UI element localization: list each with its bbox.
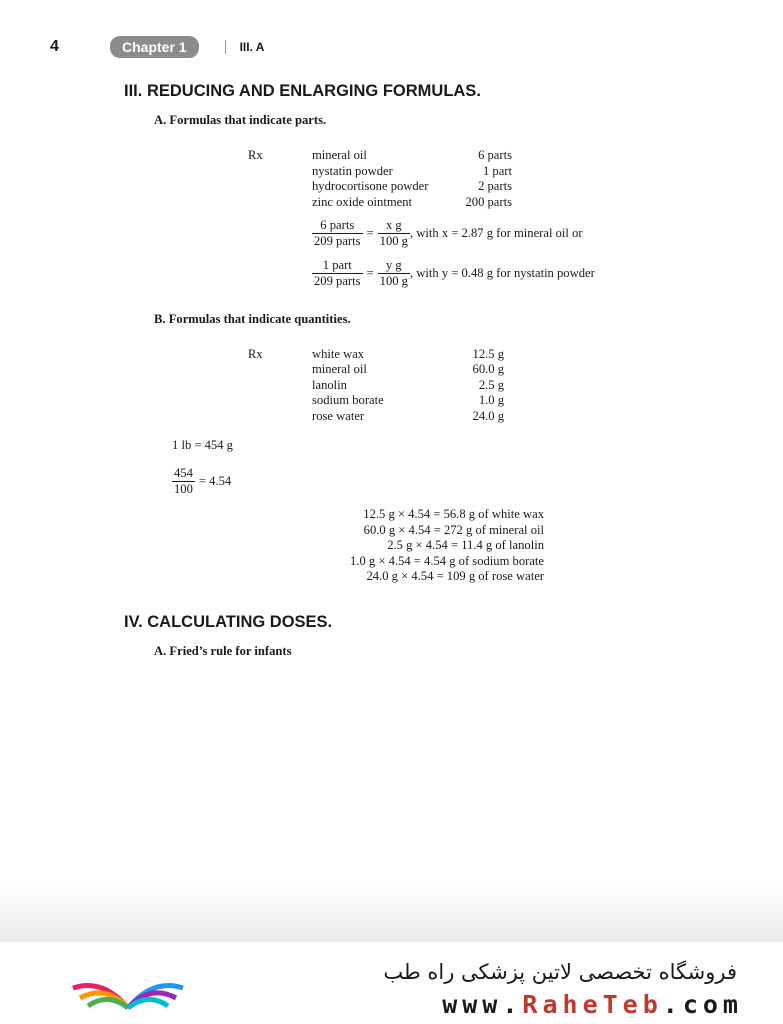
- multiplication-results: [314, 507, 544, 585]
- subsection-a2: A. Fried’s rule for infants: [154, 643, 292, 658]
- store-name: فروشگاه تخصصی لاتین پزشکی راه طب: [383, 960, 737, 984]
- result-line: 1.0 g × 4.54 = 4.54 g of sodium borate: [350, 553, 544, 568]
- factor-equation: $\frac{454}{100}$ = 4.54: [174, 465, 232, 496]
- result-line: 2.5 g × 4.54 = 11.4 g of lanolin: [387, 538, 544, 553]
- rx-row: sodium borate 1.0 g: [312, 393, 504, 408]
- subsection-a: A. Formulas that indicate parts.: [154, 113, 327, 127]
- page-number: 4: [50, 38, 59, 55]
- rx-row: Rx mineral oil 6 parts: [248, 148, 512, 163]
- rx-row: nystatin powder 1 part: [312, 163, 512, 178]
- section-4-heading: IV. CALCULATING DOSES.: [124, 612, 333, 631]
- running-head: III. A: [225, 40, 265, 54]
- rx-row: zinc oxide ointment 200 parts: [312, 194, 512, 209]
- conversion: 1 lb = 454 g: [172, 438, 233, 453]
- section-3-heading: III. REDUCING AND ENLARGING FORMULAS.: [124, 82, 481, 100]
- ratio-equation-1: $\frac{\text{6 parts}}{\text{209 parts}}$ = $\frac{\text{x g}}{100 g}$ , with x = 2.87 g for mineral oil or: [314, 218, 583, 249]
- subsection-b: B. Formulas that indicate quantities.: [154, 311, 351, 326]
- rx-row: rose water 24.0 g: [312, 408, 504, 423]
- chapter-badge: Chapter 1: [110, 36, 199, 58]
- rx-table-parts: [248, 148, 512, 210]
- rx-row: mineral oil 60.0 g: [312, 362, 504, 377]
- rx-table-quantities: [248, 347, 504, 424]
- page-header: [50, 36, 264, 58]
- rx-row: lanolin 2.5 g: [312, 377, 504, 392]
- rx-row: hydrocortisone powder 2 parts: [312, 179, 512, 194]
- book-logo-icon: [68, 958, 188, 1016]
- page-body: [124, 84, 692, 659]
- result-line: 24.0 g × 4.54 = 109 g of rose water: [366, 569, 544, 584]
- result-line: 12.5 g × 4.54 = 56.8 g of white wax: [363, 507, 544, 522]
- ratio-equation-2: $\frac{\text{1 part}}{\text{209 parts}}$ = $\frac{\text{y g}}{100 g}$ , with y = 0.48 g for nystatin powder: [314, 257, 595, 289]
- rx-row: Rx white wax 12.5 g: [248, 347, 504, 362]
- result-line: 60.0 g × 4.54 = 272 g of mineral oil: [363, 522, 544, 537]
- page-fade: [0, 880, 783, 950]
- store-url[interactable]: www.RaheTeb.com: [442, 990, 743, 1019]
